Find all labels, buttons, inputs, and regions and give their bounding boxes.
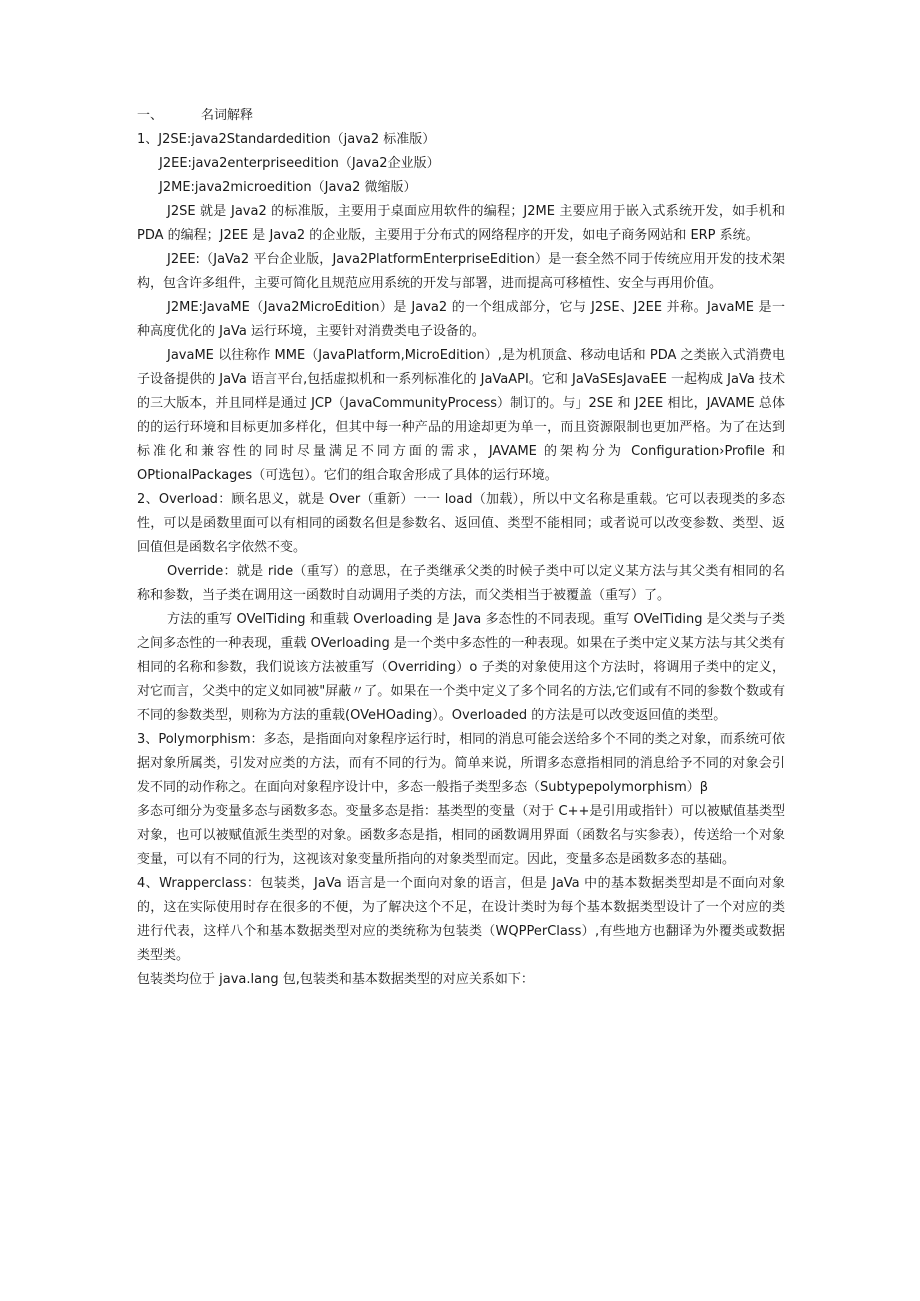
item1-paragraph-3: J2ME:JavaME（Java2MicroEdition）是 Java2 的一个组成部分，它与 J2SE、J2EE 并称。JavaME 是一种高度优化的 JaVa 运行环境，主要针对消费类电子设备的。 [137,300,785,339]
item3-polymorphism-paragraph: 3、Polymorphism：多态，是指面向对象程序运行时，相同的消息可能会送给多个不同的类之对象，而系统可依据对象所属类，引发对应类的方法，而有不同的行为。简单来说，所谓多态意指相同的消息给予不同的对象会引发不同的动作称之。在面向对象程序设计中，多态一般指子类型多态（Subtypepolymorphism）β [137,732,785,795]
item1-paragraph-2: J2EE:（JaVa2 平台企业版，Java2PlatformEnterpriseEdition）是一套全然不同于传统应用开发的技术架构，包含许多组件，主要可简化且规范应用系统的开发与部署，进而提高可移植性、安全与再用价值。 [137,252,785,291]
section-title: 名词解释 [201,108,254,123]
document-page [137,104,785,992]
item2-override-paragraph: Override：就是 ride（重写）的意思，在子类继承父类的时候子类中可以定义某方法与其父类有相同的名称和参数，当子类在调用这一函数时自动调用子类的方法，而父类相当于被覆盖（重写）了。 [137,564,785,603]
item1-j2me-line: J2ME:java2microedition（Java2 微缩版） [159,180,417,195]
item4-wrapperclass-paragraph: 4、Wrapperclass：包装类，JaVa 语言是一个面向对象的语言，但是 JaVa 中的基本数据类型却是不面向对象的，这在实际使用时存在很多的不便，为了解决这个不足，在设计类时为每个基本数据类型设计了一个对应的类进行代表，这样八个和基本数据类型对应的类统称为包装类（WQPPerClass）,有些地方也翻译为外覆类或数据类型类。 [137,876,785,963]
section-number: 一、 [137,108,164,123]
item2-overload-paragraph: 2、Overload：顾名思义，就是 Over（重新）一一 load（加载），所以中文名称是重载。它可以表现类的多态性，可以是函数里面可以有相同的函数名但是参数名、返回值、类型不能相同；或者说可以改变参数、类型、返回值但是函数名字依然不变。 [137,492,785,555]
item3-variable-polymorphism-paragraph: 多态可细分为变量多态与函数多态。变量多态是指：基类型的变量（对于 C++是引用或指针）可以被赋值基类型对象，也可以被赋值派生类型的对象。函数多态是指，相同的函数调用界面（函数名与实参表），传送给一个对象变量，可以有不同的行为，这视该对象变量所指向的对象类型而定。因此，变量多态是函数多态的基础。 [137,804,785,867]
section-heading [137,104,785,128]
item1-paragraph-1: J2SE 就是 Java2 的标准版，主要用于桌面应用软件的编程；J2ME 主要应用于嵌入式系统开发，如手机和 PDA 的编程；J2EE 是 Java2 的企业版，主要用于分布式的网络程序的开发，如电子商务网站和 ERP 系统。 [137,204,785,243]
item1-j2se-line: 1、J2SE:java2Standardedition（java2 标准版） [137,132,436,147]
item4-package-paragraph: 包装类均位于 java.lang 包,包装类和基本数据类型的对应关系如下： [137,972,534,987]
item2-comparison-paragraph: 方法的重写 OVelTiding 和重载 Overloading 是 Java 多态性的不同表现。重写 OVelTiding 是父类与子类之间多态性的一种表现，重载 OVerloading 是一个类中多态性的一种表现。如果在子类中定义某方法与其父类有相同的名称和参数，我们说该方法被重写（Overriding）o 子类的对象使用这个方法时，将调用子类中的定义，对它而言，父类中的定义如同被"屏蔽〃了。如果在一个类中定义了多个同名的方法,它们或有不同的参数个数或有不同的参数类型，则称为方法的重载(OVeHOading）。Overloaded 的方法是可以改变返回值的类型。 [137,612,785,723]
item1-paragraph-4: JavaME 以往称作 MME（JavaPlatform,MicroEdition）,是为机顶盒、移动电话和 PDA 之类嵌入式消费电子设备提供的 JaVa 语言平台,包括虚拟机和一系列标准化的 JaVaAPI。它和 JaVaSEsJavaEE 一起构成 JaVa 技术的三大版本，并且同样是通过 JCP（JavaCommunityProcess）制订的。与」2SE 和 J2EE 相比，JAVAME 总体的的运行环境和目标更加多样化，但其中每一种产品的用途却更为单一，而且资源限制也更加严格。为了在达到标准化和兼容性的同时尽量满足不同方面的需求，JAVAME 的架构分为 Configuration›Profile 和 OPtionalPackages（可选包）。它们的组合取舍形成了具体的运行环境。 [137,348,785,483]
item1-j2ee-line: J2EE:java2enterpriseedition（Java2企业版） [159,156,440,171]
